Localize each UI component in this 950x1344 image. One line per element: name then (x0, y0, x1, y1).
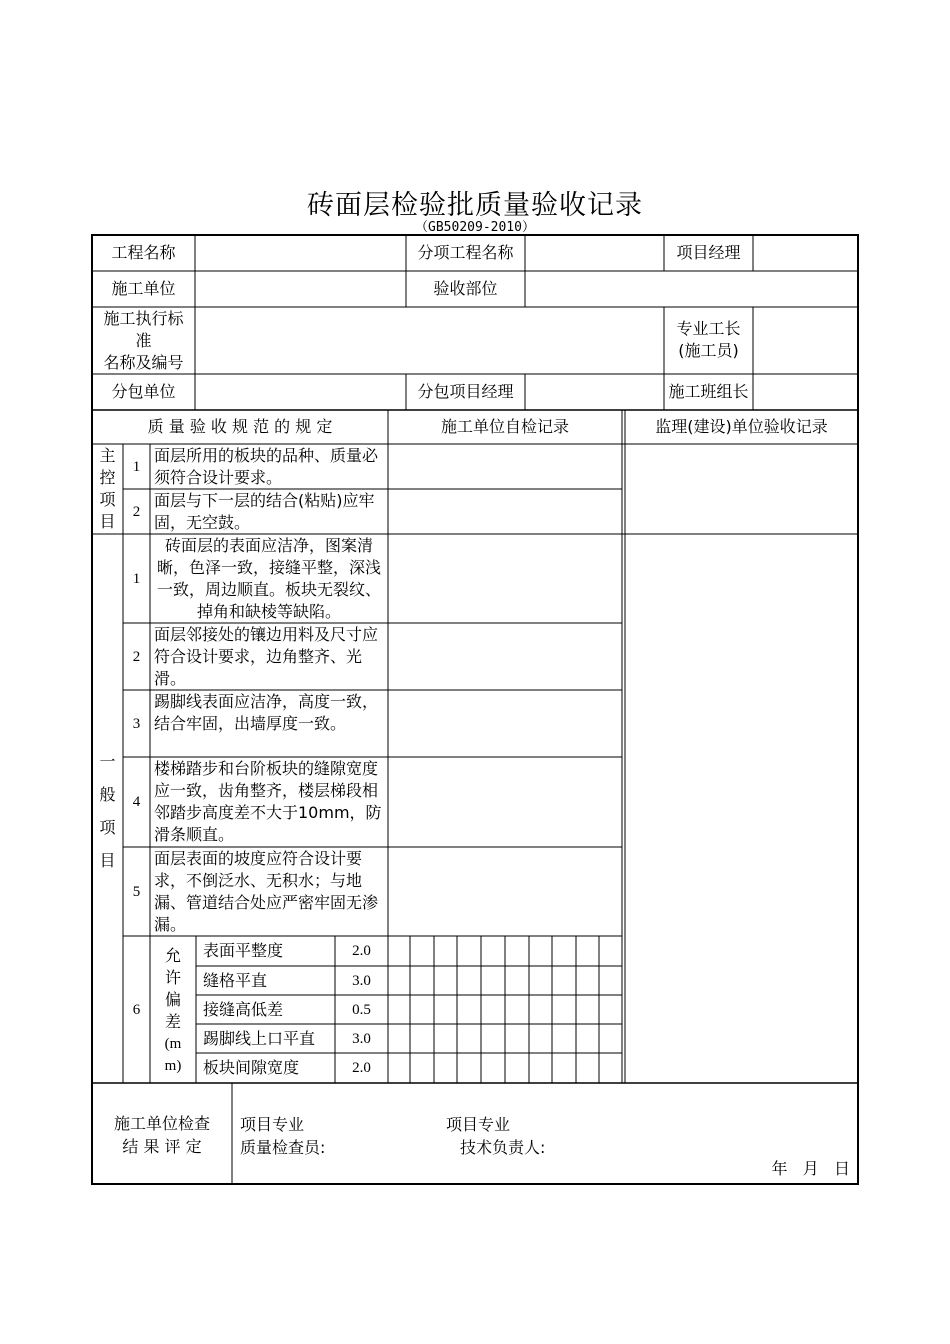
self-check-column-header: 施工单位自检记录 (440, 417, 569, 436)
main-item-no: 1 (132, 458, 141, 475)
general-item-text: 楼梯踏步和台阶板块的缝隙宽度应一致，齿角整齐，楼层梯段相邻踏步高度差不大于10mm，防滑条顺直。 (154, 759, 382, 844)
tech-lead-label-line: 技术负责人: (460, 1138, 546, 1157)
sub-project-field[interactable] (525, 235, 664, 271)
tolerance-item-name: 板块间隙宽度 (203, 1058, 300, 1077)
group-label-char: 般 (99, 785, 116, 804)
general-item-no: 1 (132, 570, 141, 587)
group-label-char: 目 (99, 851, 116, 870)
tolerance-item-name: 接缝高低差 (203, 999, 284, 1019)
foreman-label-line: 专业工长 (676, 319, 741, 338)
construction-unit-label: 施工单位 (111, 279, 176, 298)
group-label-char: 项 (99, 818, 116, 837)
general-item-text: 面层表面的坡度应符合设计要求，不倒泛水、无积水；与地漏、管道结合处应严密牢固无渗漏。 (154, 849, 379, 934)
tolerance-label-char: 偏 (164, 990, 181, 1009)
result-label-line: 施工单位检查 (113, 1114, 210, 1133)
group-label-char: 项 (99, 490, 116, 509)
standard-label-line: 名称及编号 (103, 353, 184, 372)
quality-inspector-signature[interactable] (240, 1113, 400, 1161)
main-items-supervision[interactable] (625, 444, 858, 534)
standard-code: （GB50209-2010） (415, 220, 535, 235)
construction-unit-field[interactable] (195, 271, 406, 307)
technical-lead-signature[interactable] (446, 1113, 606, 1161)
inspection-part-field[interactable] (525, 271, 858, 307)
main-item-no: 2 (132, 503, 141, 520)
subcontractor-field[interactable] (195, 374, 406, 410)
general-item-no: 2 (132, 648, 141, 665)
date-field[interactable]: 年 月 日 (771, 1159, 850, 1178)
tolerance-label-char: 许 (164, 968, 181, 987)
standard-label (92, 308, 195, 374)
tolerance-item-name: 表面平整度 (203, 941, 284, 960)
standard-label-line: 准 (135, 331, 152, 350)
spec-column-header: 质 量 验 收 规 范 的 规 定 (147, 417, 333, 436)
sub-project-label: 分项工程名称 (417, 243, 514, 262)
tolerance-label-char: 差 (164, 1012, 181, 1031)
general-items-group-label (92, 745, 123, 875)
tolerance-item-value: 0.5 (352, 1001, 371, 1018)
tolerance-measurement-cells[interactable] (388, 936, 622, 1083)
general-item-self-check[interactable] (388, 757, 622, 847)
tolerance-item-value: 3.0 (352, 972, 371, 989)
team-leader-label: 施工班组长 (668, 382, 749, 401)
main-item-text: 面层所用的板块的品种、质量必须符合设计要求。 (154, 446, 379, 487)
project-name-label: 工程名称 (111, 243, 176, 262)
sub-project-manager-label: 分包项目经理 (417, 382, 514, 401)
inspector-label-line: 质量检查员: (240, 1138, 326, 1157)
foreman-field[interactable] (753, 307, 858, 374)
standard-field[interactable] (195, 307, 664, 374)
general-item-self-check[interactable] (388, 847, 622, 936)
main-item-self-check[interactable] (388, 444, 622, 489)
general-item-self-check[interactable] (388, 690, 622, 757)
project-name-field[interactable] (195, 235, 406, 271)
tech-lead-label-line: 项目专业 (446, 1115, 511, 1134)
main-items-group-label (92, 444, 123, 534)
general-item-text: 面层邻接处的镶边用料及尺寸应符合设计要求，边角整齐、光滑。 (154, 625, 379, 688)
inspection-part-label: 验收部位 (433, 279, 498, 298)
general-item-text: 砖面层的表面应洁净，图案清晰，色泽一致，接缝平整，深浅一致，周边顺直。板块无裂纹、掉角和缺棱等缺陷。 (156, 536, 381, 621)
team-leader-field[interactable] (753, 374, 858, 410)
group-label-char: 控 (99, 468, 116, 487)
general-item-text: 踢脚线表面应洁净，高度一致，结合牢固，出墙厚度一致。 (154, 692, 379, 733)
tolerance-item-name: 缝格平直 (203, 970, 268, 990)
tolerance-item-value: 2.0 (352, 943, 371, 959)
supervision-column-header: 监理(建设)单位验收记录 (655, 417, 828, 436)
tolerance-label-char: 允 (164, 946, 181, 965)
group-label-char: 一 (99, 752, 116, 771)
general-items-supervision[interactable] (625, 534, 858, 1083)
general-item-no: 4 (132, 794, 141, 810)
main-item-text: 面层与下一层的结合(粘贴)应牢固，无空鼓。 (154, 491, 375, 532)
subcontractor-label: 分包单位 (111, 382, 176, 401)
general-item-self-check[interactable] (388, 534, 622, 623)
project-manager-field[interactable] (753, 235, 858, 271)
foreman-label (664, 318, 753, 366)
tolerance-item-name: 踢脚线上口平直 (203, 1028, 316, 1048)
standard-label-line: 施工执行标 (103, 309, 184, 328)
page-title: 砖面层检验批质量验收记录 (307, 190, 643, 221)
tolerance-item-value: 2.0 (352, 1060, 371, 1076)
group-label-char: 目 (99, 512, 116, 531)
sub-project-manager-field[interactable] (525, 374, 664, 410)
general-item-no: 3 (132, 715, 141, 732)
result-label (92, 1112, 232, 1160)
main-item-self-check[interactable] (388, 489, 622, 534)
tolerance-label (150, 945, 196, 1075)
inspector-label-line: 项目专业 (240, 1115, 305, 1134)
tolerance-label-char: m) (164, 1058, 182, 1074)
general-item-self-check[interactable] (388, 623, 622, 690)
general-item-no: 5 (132, 883, 141, 900)
foreman-label-line: (施工员) (678, 341, 739, 360)
tolerance-label-char: (m (164, 1036, 182, 1052)
group-label-char: 主 (99, 446, 116, 465)
result-label-line: 结 果 评 定 (122, 1137, 202, 1156)
tolerance-no: 6 (132, 1001, 141, 1018)
tolerance-item-value: 3.0 (352, 1030, 371, 1047)
project-manager-label: 项目经理 (676, 243, 741, 262)
